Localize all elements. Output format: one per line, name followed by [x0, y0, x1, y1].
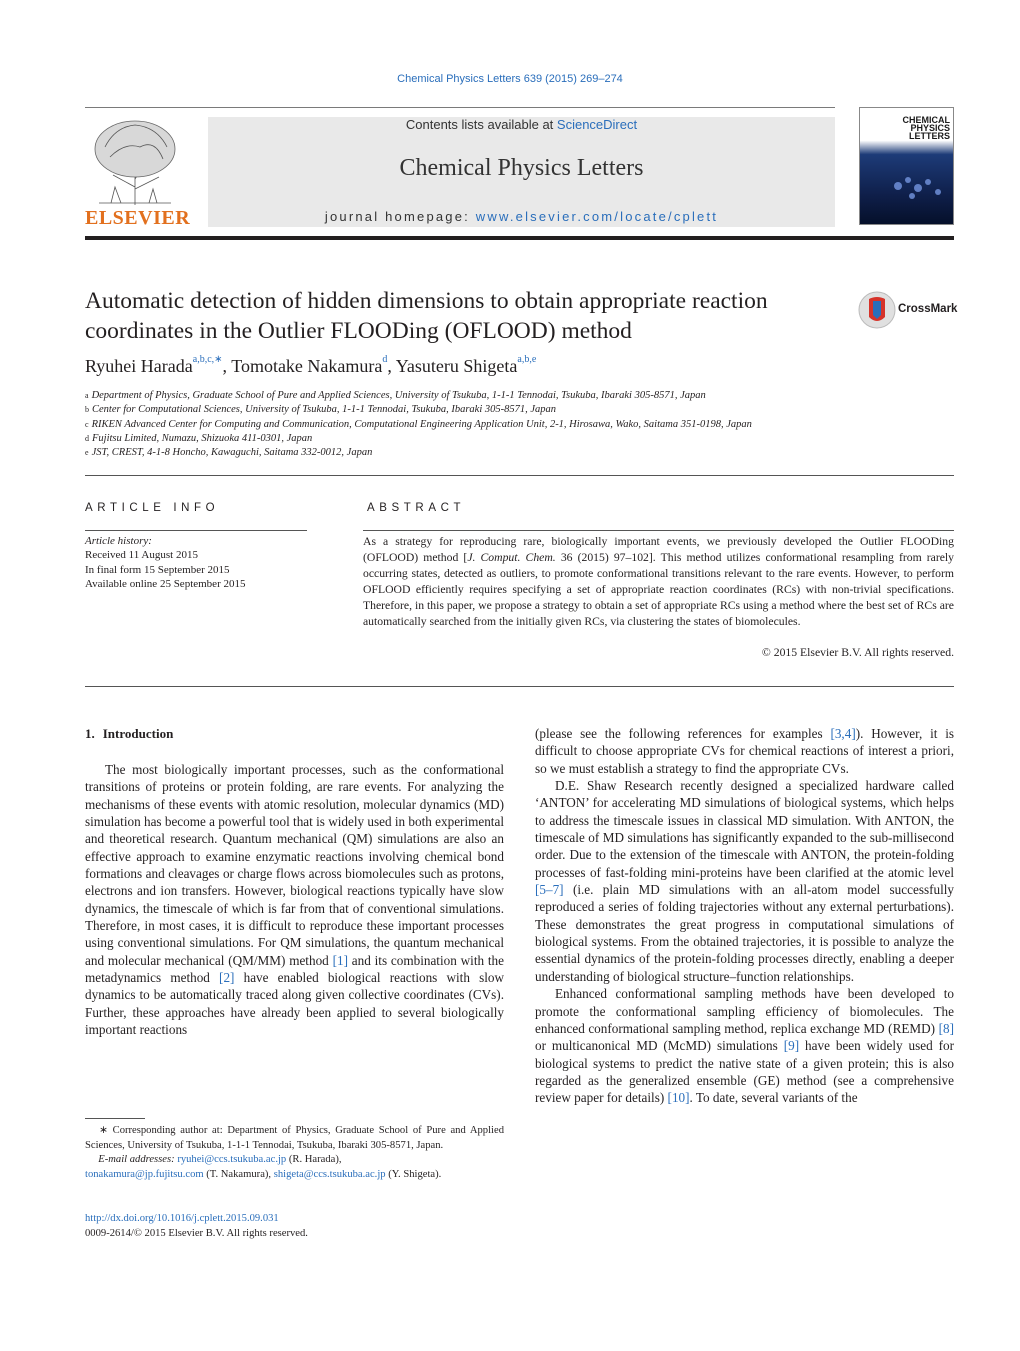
reference-link[interactable]: [10] — [667, 1090, 690, 1106]
journal-title: Chemical Physics Letters — [399, 155, 644, 181]
body-column-right — [535, 725, 954, 1107]
paragraph: D.E. Shaw Research recently designed a specialized hardware called ‘ANTON’ for accelerating MD simulations of biological systems, which helps to address the timescale issues in classical MD simulation. With ANTON, the timescale of MD simulations has significantly expanded to the sub-millisecond order. Due to the extension of the timescale with ANTON, the protein-folding processes of fast-folding mini-proteins have been clarified at the atomic level [5–7] (i.e. plain MD simulations with an all-atom model successfully reproduced a series of folding trajectories without any external perturbations). These demonstrates the great progress in computational simulations of biological systems. From the obtained trajectories, it is possible to analyze the essential dynamics of the protein-folding processes directly, enabling a deeper understanding of biological structure–function relationships. — [535, 778, 954, 984]
abstract-rule — [363, 530, 954, 531]
reference-link[interactable]: [2] — [219, 970, 235, 986]
body-column-left — [85, 761, 504, 1039]
corresponding-author-note: ∗ Corresponding author at: Department of Physics, Graduate School of Pure and Applied Sciences, University of Tsukuba, 1-1-1 Tennodai, Tsukuba, Ibaraki 305-8571, Japan. — [85, 1125, 504, 1151]
final-form-date: In final form 15 September 2015 — [85, 563, 230, 576]
author-name: Tomotake Nakamura — [231, 356, 383, 376]
received-date: Received 11 August 2015 — [85, 549, 198, 562]
author-affil-marks[interactable]: d — [382, 354, 388, 365]
doi-block — [85, 1212, 308, 1241]
sciencedirect-link[interactable]: ScienceDirect — [556, 117, 638, 132]
doi-link[interactable]: http://dx.doi.org/10.1016/j.cplett.2015.09.031 — [85, 1213, 279, 1224]
affiliation-line: $^b$ Center for Computational Sciences, University of Tsukuba, 1-1-1 Tennodai, Tsukuba, Ibaraki 305-8571, Japan — [85, 404, 557, 416]
header-rule — [85, 107, 835, 108]
elsevier-tree-icon — [85, 117, 185, 207]
crossmark-label: CrossMark — [898, 303, 958, 315]
elsevier-logo — [85, 117, 191, 229]
issn-line: 0009-2614/© 2015 Elsevier B.V. All rights reserved. — [85, 1227, 308, 1239]
homepage-prefix: journal homepage: — [324, 209, 476, 224]
affiliations — [85, 389, 945, 460]
journal-banner — [208, 117, 835, 227]
journal-citation[interactable]: Chemical Physics Letters 639 (2015) 269–274 — [397, 73, 623, 85]
author-name: Yasuteru Shigeta — [395, 356, 518, 376]
section-rule — [85, 475, 954, 476]
affiliation-line: $^a$ Department of Physics, Graduate School of Pure and Applied Sciences, University of Tsukuba, 1-1-1 Tennodai, Tsukuba, Ibaraki 305-8571, Japan — [85, 390, 706, 401]
affiliation-line: $^d$ Fujitsu Limited, Numazu, Shizuoka 411-0301, Japan — [85, 432, 313, 444]
email-link[interactable]: tonakamura@jp.fujitsu.com — [85, 1168, 204, 1180]
cover-title: CHEMICAL PHYSICS LETTERS — [902, 115, 950, 141]
reference-link[interactable]: [9] — [783, 1038, 800, 1054]
author-affil-marks[interactable]: a,b,c,∗ — [192, 354, 223, 365]
contents-line — [208, 117, 835, 132]
section-heading-introduction: 1. Introduction — [85, 726, 174, 741]
email-addresses: E-mail addresses: ryuhei@ccs.tsukuba.ac.jp (R. Harada), tonakamura@jp.fujitsu.com (T. Nakamura), shigeta@ccs.tsukuba.ac.jp (Y. Shigeta). — [85, 1154, 442, 1180]
reference-link[interactable]: [1] — [332, 952, 348, 968]
email-link[interactable]: shigeta@ccs.tsukuba.ac.jp — [273, 1168, 386, 1180]
article-info-rule — [85, 530, 307, 531]
author-affil-marks[interactable]: a,b,e — [517, 354, 537, 365]
reference-link[interactable]: [8] — [938, 1020, 954, 1036]
corresponding-author-footnote — [85, 1124, 504, 1182]
footnote-rule — [85, 1118, 145, 1119]
journal-homepage — [208, 209, 835, 224]
crossmark-badge[interactable] — [858, 291, 958, 331]
contents-prefix: Contents lists available at — [405, 117, 557, 132]
cover-molecule-icon — [860, 108, 954, 225]
abstract-copyright: © 2015 Elsevier B.V. All rights reserved. — [761, 646, 954, 659]
abstract-heading: ABSTRACT — [367, 502, 466, 514]
elsevier-wordmark: ELSEVIER — [85, 207, 191, 229]
journal-cover-thumbnail[interactable] — [859, 107, 954, 225]
paragraph: (please see the following references for examples [3,4]). However, it is difficult to choose appropriate CVs for chemical reactions of interest a priori, so we must establish a strategy to find the appropriate CVs. — [535, 726, 954, 776]
header-thick-rule — [85, 236, 954, 240]
section-rule — [85, 686, 954, 687]
paragraph: Enhanced conformational sampling methods have been developed to promote the conformational sampling efficiency of biomolecules. The enhanced conformational sampling method, replica exchange MD (REMD) [8] or multicanonical MD (McMD) simulations [9] have been widely used for biological systems to predict the native state of a given protein; this is also regarded as the generalized ensemble (GE) method (see a comprehensive review paper for details) [10]. To date, several variants of the — [535, 986, 954, 1106]
article-info-heading: ARTICLE INFO — [85, 502, 220, 514]
homepage-link[interactable]: www.elsevier.com/locate/cplett — [475, 209, 719, 224]
affiliation-line: $^e$ JST, CREST, 4-1-8 Honcho, Kawaguchi, Saitama 332-0012, Japan — [85, 447, 373, 459]
abstract-text: As a strategy for reproducing rare, biologically important events, we previously developed the Outlier FLOODing (OFLOOD) method [J. Comput. Chem. 36 (2015) 97–102]. This method utilizes conformational resampling from rarely occurring states, detected as outliers, to promote conformational transitions relevant to the rare events. However, to perform OFLOOD efficiently requires specifying a set of appropriate reaction coordinates (RCs) with non-trivial specifications. Therefore, in this paper, we propose a strategy to obtain a set of appropriate RCs using a method where the best set of RCs are automatically searched from the initially given RCs, via clustering the states of biomolecules. — [363, 535, 955, 628]
online-date: Available online 25 September 2015 — [85, 577, 246, 590]
affiliation-line: $^c$ RIKEN Advanced Center for Computing and Communication, Computational Engineering Application Unit, 2-1, Hirosawa, Wako, Saitama 351-0198, Japan — [85, 418, 752, 430]
article-history — [85, 534, 307, 591]
paragraph: The most biologically important processes, such as the conformational transitions of proteins or protein folding, are rare events. For analyzing the mechanisms of these events with atomic resolution, molecular dynamics (MD) simulation has become a powerful tool that is widely used in both experimental and theoretical research. Quantum mechanical (QM) simulations are also an effective approach to examine enzymatic reactions involving chemical bond formations and cleavages or charge flows across biomolecules such as protons, electrons and ion transfers. However, biological reactions typically have slow dynamics, the timescale of which is far from that of conventional simulations. Therefore, in most cases, it is difficult to reproduce these important processes using conventional simulations. For QM simulations, the quantum mechanical and molecular mechanical (QM/MM) method [1] and its combination with the metadynamics method [2] have enabled biological reactions with slow dynamics to be automatically traced along given collective coordinates (CVs). Further, these approaches have already been applied to several biologically important reactions — [85, 762, 505, 1038]
reference-link[interactable]: [3,4] — [830, 726, 856, 741]
email-link[interactable]: ryuhei@ccs.tsukuba.ac.jp — [177, 1154, 287, 1165]
reference-link[interactable]: [5–7] — [535, 882, 564, 898]
article-title: Automatic detection of hidden dimensions to obtain appropriate reaction coordinates in the Outlier FLOODing (OFLOOD) method — [85, 288, 768, 344]
author-list: Ryuhei Harada$^{a,b,c,∗}$, Tomotake Nakamura$^d$, Yasuteru Shigeta$^{a,b,e}$ — [85, 354, 537, 376]
history-label: Article history: — [85, 535, 152, 547]
crossmark-icon — [858, 291, 896, 329]
author-name: Ryuhei Harada — [85, 356, 193, 376]
